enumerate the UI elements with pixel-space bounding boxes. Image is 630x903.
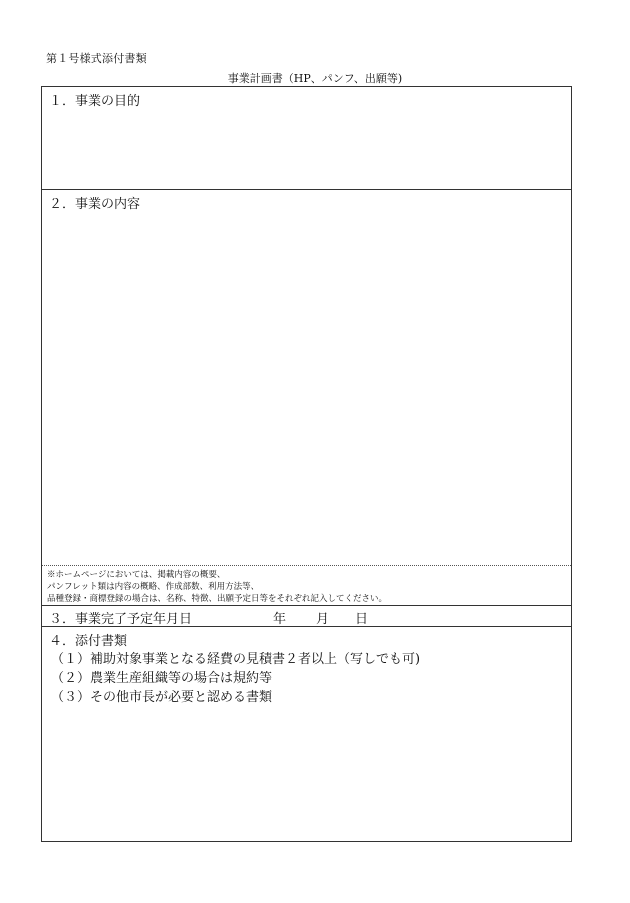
attachment-item: （２）農業生産組織等の場合は規約等 xyxy=(51,671,273,686)
document-title: 事業計画書（HP、パンフ、出願等) xyxy=(227,72,403,85)
attachment-item: （１）補助対象事業となる経費の見積書２者以上（写しでも可) xyxy=(51,652,421,667)
date-day-label: 日 xyxy=(355,612,369,627)
section-purpose-title: １．事業の目的 xyxy=(49,94,141,109)
section-attachments xyxy=(42,627,571,841)
plan-form-table xyxy=(41,86,572,842)
date-month-label: 月 xyxy=(316,612,330,627)
section-note xyxy=(42,566,571,606)
section-purpose[interactable] xyxy=(42,87,571,190)
date-year-label: 年 xyxy=(273,612,287,627)
attachment-item: （３）その他市長が必要と認める書類 xyxy=(51,690,273,705)
form-number-label: 第１号様式添付書類 xyxy=(46,52,147,65)
section-completion-date-title: ３．事業完了予定年月日 xyxy=(49,612,193,627)
section-attachments-title: ４．添付書類 xyxy=(49,634,128,649)
section-content[interactable] xyxy=(42,190,571,566)
note-line: ※ホームページにおいては、掲載内容の概要、 xyxy=(47,570,226,580)
section-completion-date[interactable] xyxy=(42,606,571,627)
note-line: パンフレット類は内容の概略、作成部数、利用方法等、 xyxy=(47,582,260,592)
section-content-title: ２．事業の内容 xyxy=(49,197,141,212)
note-line: 品種登録・商標登録の場合は、名称、特徴、出願予定日等をそれぞれ記入してください。 xyxy=(47,594,388,604)
